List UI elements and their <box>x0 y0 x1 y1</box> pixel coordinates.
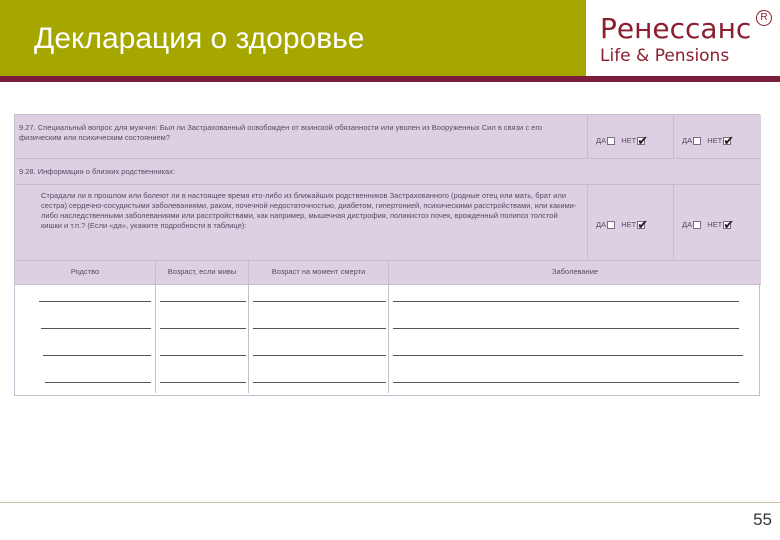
answer-column-1 <box>587 115 673 158</box>
table-cell[interactable] <box>155 285 248 312</box>
question-9-28-title-row <box>15 159 761 185</box>
table-row <box>15 339 761 366</box>
answer-column-2 <box>673 185 761 260</box>
table-cell[interactable] <box>155 339 248 366</box>
table-cell[interactable] <box>388 339 761 366</box>
yes-label: ДА <box>682 219 693 229</box>
table-cell[interactable] <box>388 285 761 312</box>
table-cell[interactable] <box>248 312 388 339</box>
yes-checkbox[interactable] <box>693 137 701 145</box>
relatives-table-header <box>15 261 761 285</box>
table-cell[interactable] <box>15 312 155 339</box>
table-cell[interactable] <box>15 339 155 366</box>
health-declaration-form <box>14 114 760 396</box>
table-cell[interactable] <box>155 366 248 393</box>
no-label: НЕТ <box>707 219 723 229</box>
yes-checkbox[interactable] <box>607 137 615 145</box>
yes-checkbox[interactable] <box>607 221 615 229</box>
column-header-disease: Заболевание <box>388 261 761 284</box>
page-title: Декларация о здоровье <box>34 22 365 55</box>
table-cell[interactable] <box>248 366 388 393</box>
question-9-28-text: Страдали ли в прошлом или болеют ли в настоящее время кто-либо из ближайших родственников Застрахованного (родные отец или мать, брат или сестра) сердечно-сосудистыми заболеваниями, раком, почечной недостаточностью, диабетом, гипертонией, психическими расстройствами, или какими-либо наследственными заболеваниями или расстройствами, как например, мышечная дистрофия, поликистоз почек, врожденный полипоз толстой кишки и т.п.? (Если «да», укажите подробности в таблице): <box>41 191 577 230</box>
column-header-relation: Родство <box>70 267 100 276</box>
table-cell[interactable] <box>388 312 761 339</box>
yes-label: ДА <box>682 135 693 145</box>
checkmark-icon: ✔ <box>637 133 649 148</box>
table-row <box>15 366 761 393</box>
no-label: НЕТ <box>621 219 637 229</box>
yes-label: ДА <box>596 219 607 229</box>
column-header-age-alive: Возраст, если живы <box>155 261 248 284</box>
answer-column-1 <box>587 185 673 260</box>
column-header-age-death: Возраст на момент смерти <box>248 261 388 284</box>
answer-column-2 <box>673 115 761 158</box>
header-band <box>0 76 780 82</box>
header-bar <box>0 0 780 76</box>
table-row <box>15 285 761 312</box>
logo-main-text: Ренессанс <box>600 12 752 45</box>
table-cell[interactable] <box>248 285 388 312</box>
logo-sub-text: Life & Pensions <box>600 46 730 66</box>
footer-divider <box>0 502 780 503</box>
question-9-27-row <box>15 115 761 159</box>
yes-label: ДА <box>596 135 607 145</box>
page-number: 55 <box>753 510 772 529</box>
checkmark-icon: ✔ <box>723 217 735 232</box>
registered-mark-icon: R <box>756 10 772 26</box>
no-label: НЕТ <box>707 135 723 145</box>
table-cell[interactable] <box>248 339 388 366</box>
table-cell[interactable] <box>388 366 761 393</box>
checkmark-icon: ✔ <box>723 133 735 148</box>
question-9-28-row <box>15 185 761 261</box>
table-cell[interactable] <box>155 312 248 339</box>
question-9-27-text: 9.27. Специальный вопрос для мужчин: Был ли Застрахованный освобожден от воинской обязанности или уволен из Вооруженных Сил в связи с его физическим или психическим состоянием? <box>19 123 543 142</box>
yes-checkbox[interactable] <box>693 221 701 229</box>
logo <box>586 0 780 76</box>
question-9-28-title: 9.28. Информация о близких родственниках: <box>19 167 176 176</box>
table-row <box>15 312 761 339</box>
checkmark-icon: ✔ <box>637 217 649 232</box>
table-cell[interactable] <box>15 366 155 393</box>
no-label: НЕТ <box>621 135 637 145</box>
table-cell[interactable] <box>15 285 155 312</box>
